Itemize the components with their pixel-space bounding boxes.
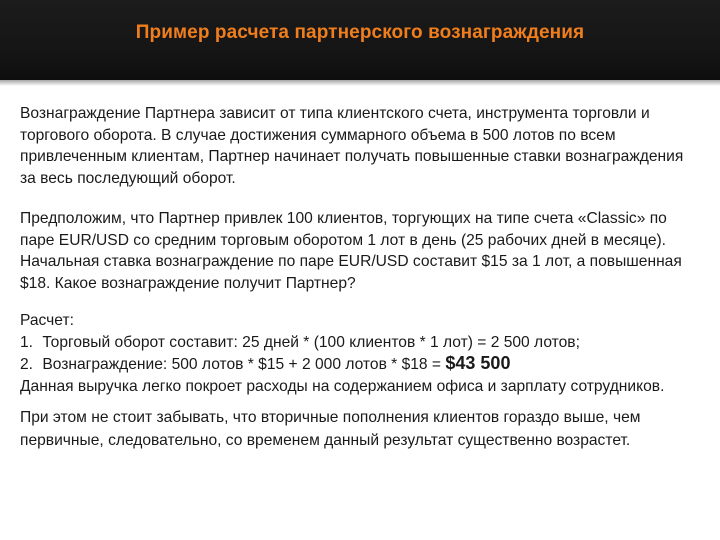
conclusion-paragraph: При этом не стоит забывать, что вторичные пополнения клиентов гораздо выше, чем первичные, следовательно, со временем данный результат существенно возрастет. (20, 409, 641, 449)
calculation-block (20, 310, 692, 397)
calculation-note: Данная выручка легко покроет расходы на содержанием офиса и зарплату сотрудников. (20, 377, 665, 395)
slide-body (20, 103, 692, 452)
intro-paragraph: Вознаграждение Партнера зависит от типа клиентского счета, инструмента торговли и торгового оборота. В случае достижения суммарного объема в 500 лотов по всем привлеченным клиентам, Партнер начинает получать повышенные ставки вознаграждения за весь последующий оборот. (20, 105, 684, 187)
slide-title: Пример расчета партнерского вознаграждения (135, 22, 585, 43)
example-paragraph: Предположим, что Партнер привлек 100 клиентов, торгующих на типе счета «Classic» по паре EUR/USD со средним торговым оборотом 1 лот в день (25 рабочих дней в месяце). Начальная ставка вознаграждение по паре EUR/USD составит $15 за 1 лот, а повышенная $18. Какое вознаграждение получит Партнер? (20, 210, 682, 292)
step-text: Вознаграждение: 500 лотов * $15 + 2 000 лотов * $18 = (42, 356, 442, 373)
reward-total: $43 500 (445, 353, 511, 373)
calculation-step-2 (20, 353, 692, 376)
calculation-step-1 (20, 332, 692, 354)
calculation-heading: Расчет: (20, 312, 74, 329)
step-number: 1. (20, 333, 34, 351)
step-number: 2. (20, 356, 34, 373)
step-text: Торговый оборот составит: 25 дней * (100 клиентов * 1 лот) = 2 500 лотов; (42, 333, 580, 351)
title-bar (0, 0, 720, 80)
